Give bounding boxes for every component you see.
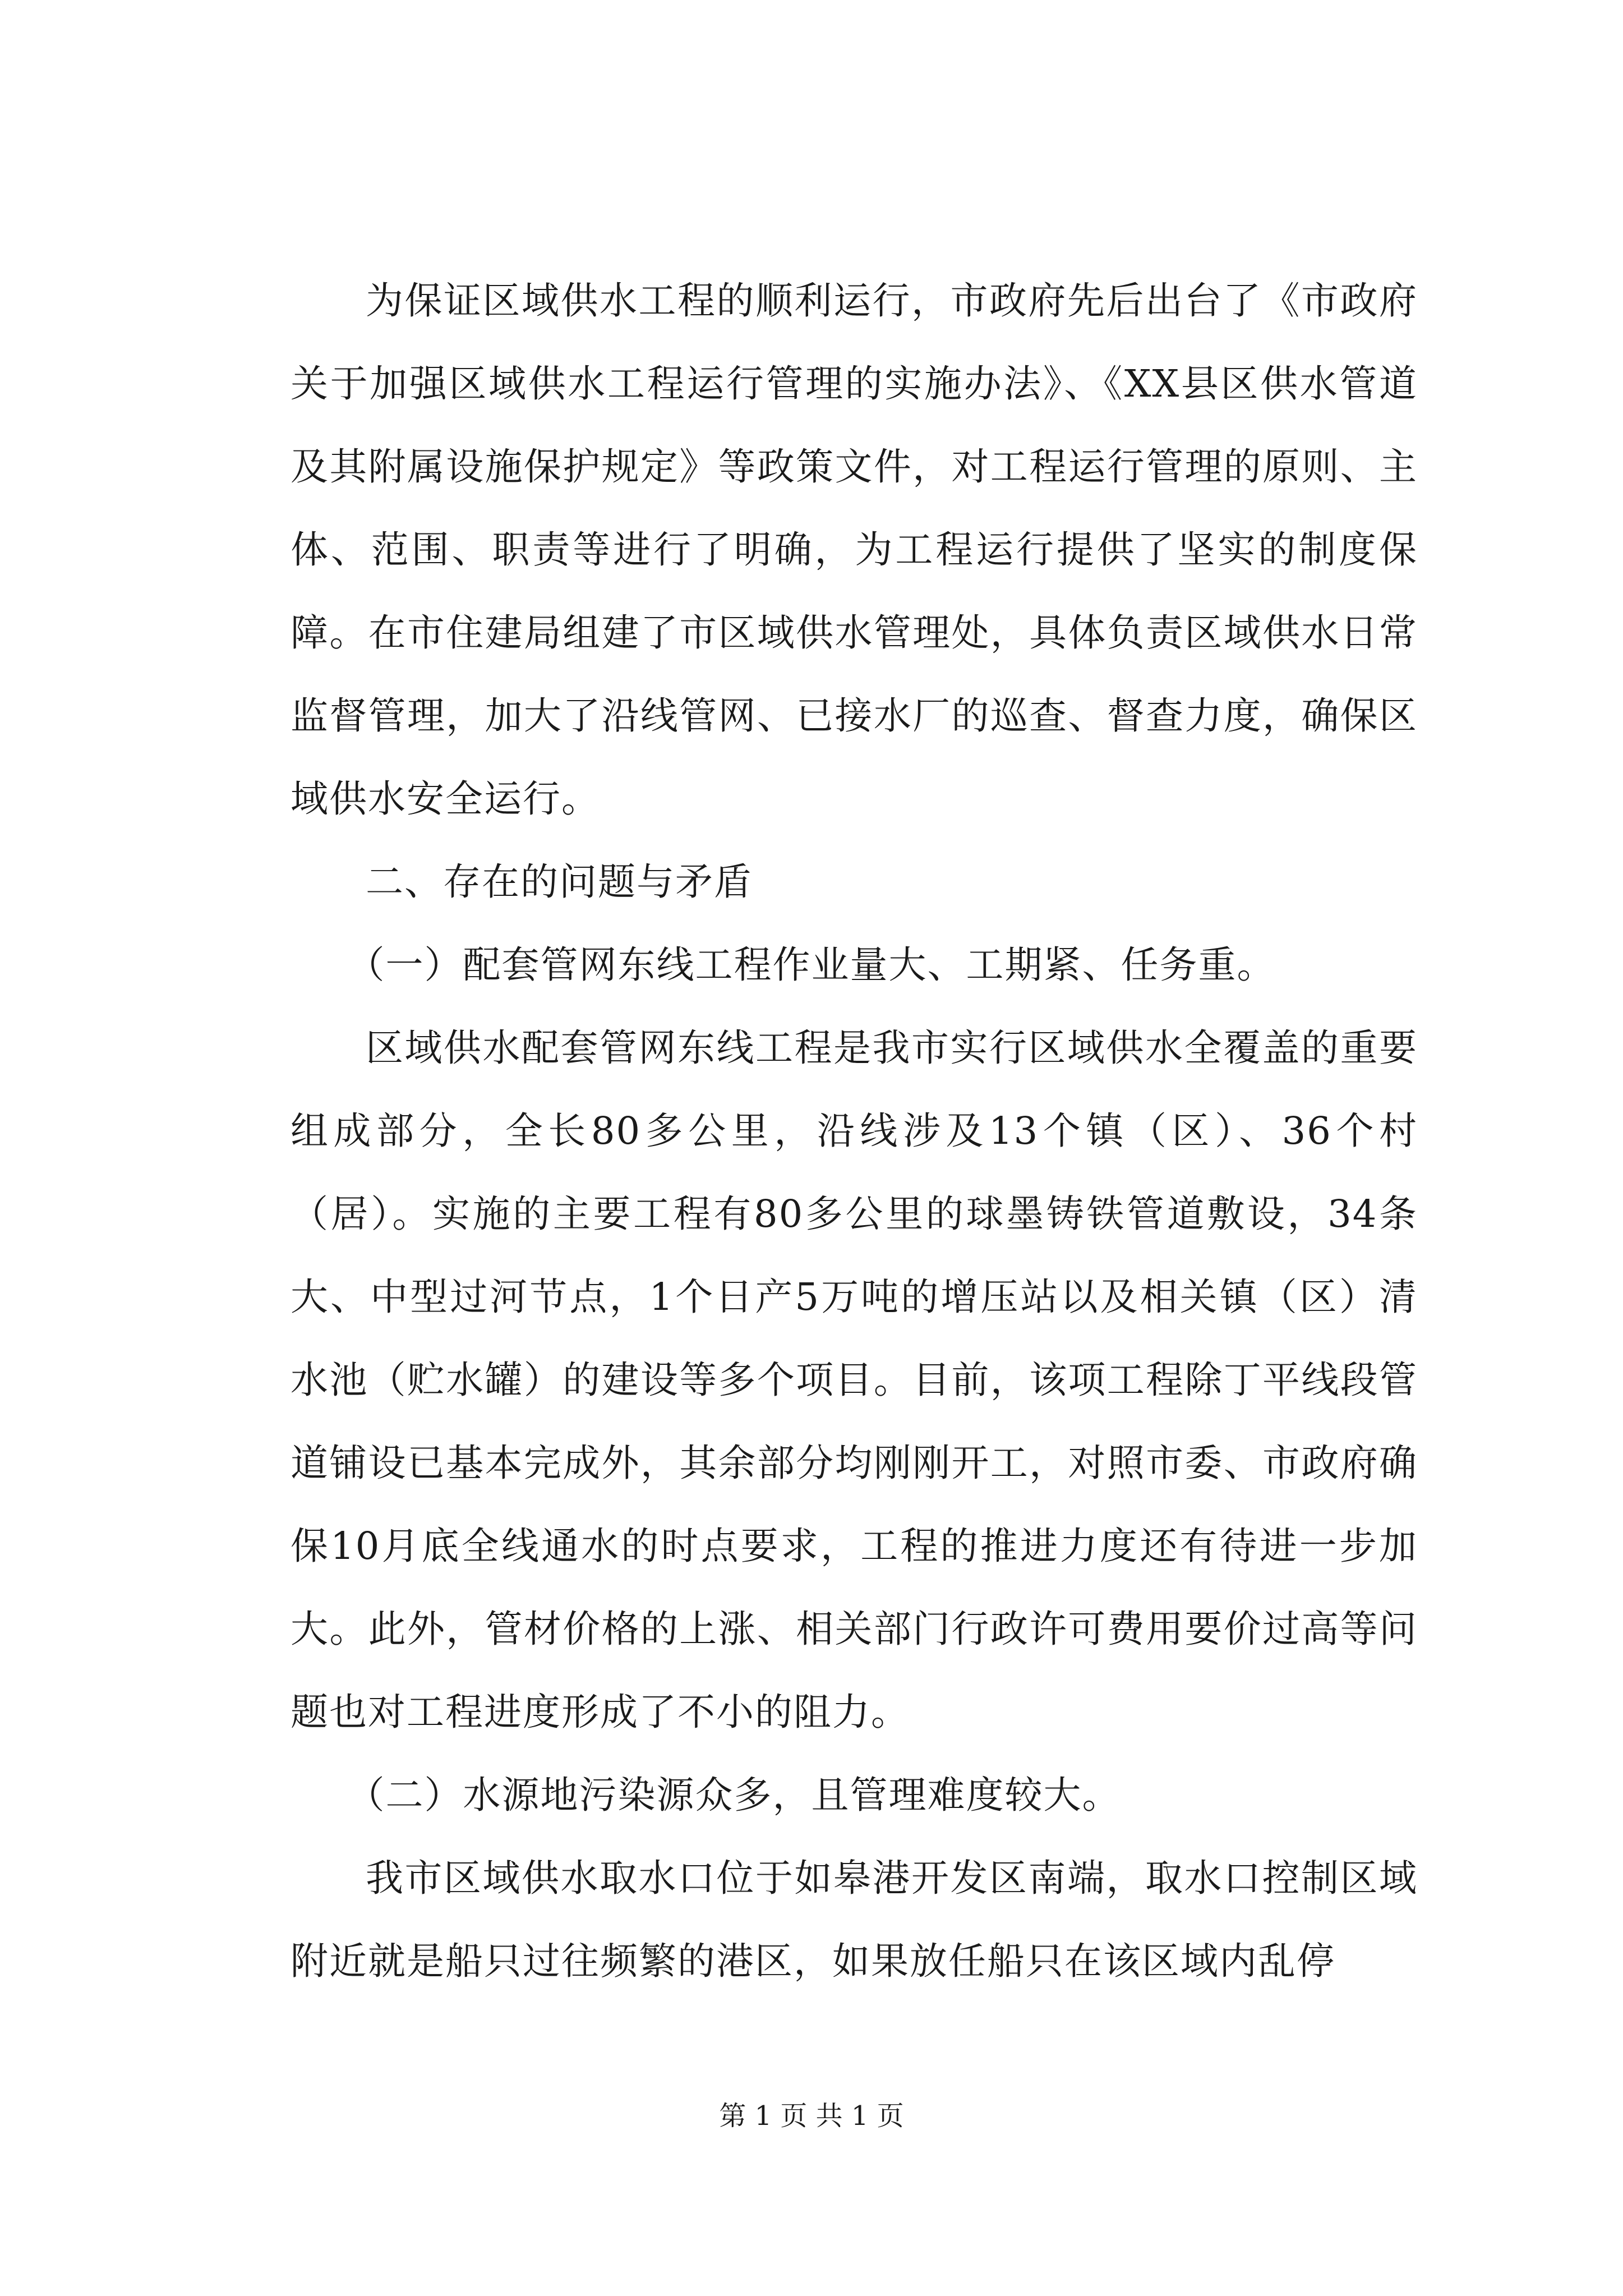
section-heading-problems: 二、存在的问题与矛盾 [366, 860, 753, 904]
subheading-pipeline-east-line: （一）配套管网东线工程作业量大、工期紧、任务重。 [347, 943, 1276, 987]
document-body [291, 259, 1418, 2003]
page-footer: 第 1 页 共 1 页 [719, 2100, 904, 2132]
paragraph-pipeline-east-line: 区域供水配套管网东线工程是我市实行区域供水全覆盖的重要组成部分，全长80多公里，沿线涉及13个镇（区）、36个村（居）。实施的主要工程有80多公里的球墨铸铁管道敷设，34条大、中型过河节点，1个日产5万吨的增压站以及相关镇（区）清水池（贮水罐）的建设等多个项目。目前，该项工程除丁平线段管道铺设已基本完成外，其余部分均刚刚开工，对照市委、市政府确保10月底全线通水的时点要求，工程的推进力度还有待进一步加大。此外，管材价格的上涨、相关部门行政许可费用要价过高等问题也对工程进度形成了不小的阻力。 [291, 1026, 1418, 1734]
subheading-water-source-pollution: （二）水源地污染源众多，且管理难度较大。 [347, 1773, 1121, 1817]
paragraph-intro: 为保证区域供水工程的顺利运行，市政府先后出台了《市政府关于加强区域供水工程运行管理的实施办法》、《XX县区供水管道及其附属设施保护规定》等政策文件，对工程运行管理的原则、主体、范围、职责等进行了明确，为工程运行提供了坚实的制度保障。在市住建局组建了市区域供水管理处，具体负责区域供水日常监督管理，加大了沿线管网、已接水厂的巡查、督查力度，确保区域供水安全运行。 [291, 279, 1418, 821]
paragraph-water-source-pollution: 我市区域供水取水口位于如皋港开发区南端，取水口控制区域附近就是船只过往频繁的港区，如果放任船只在该区域内乱停 [291, 1856, 1418, 1983]
